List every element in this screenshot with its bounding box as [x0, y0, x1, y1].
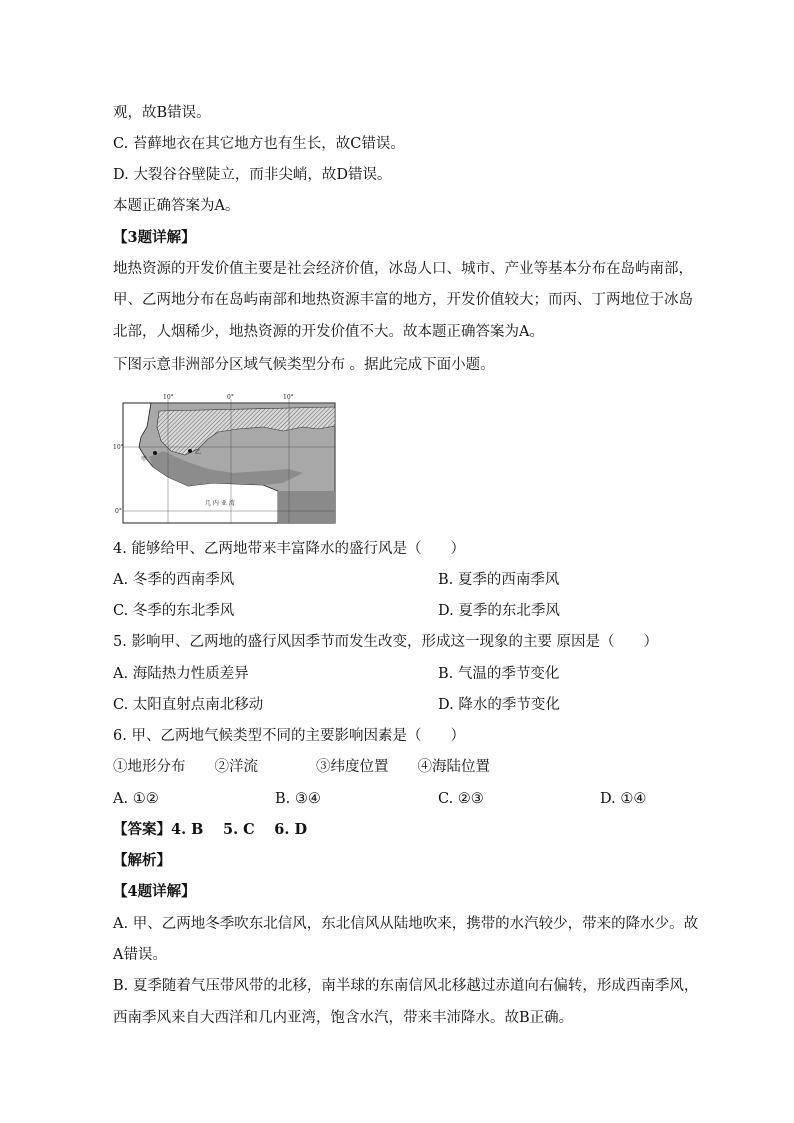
q6-factors: ①地形分布 ②洋流 ③纬度位置 ④海陆位置: [113, 759, 490, 775]
line-1: 观，故B错误。: [113, 105, 211, 121]
q4-detail-heading: 【4题详解】: [113, 883, 196, 900]
q6-option-a: A. ①②: [113, 791, 159, 807]
place-yi: 乙: [195, 449, 202, 456]
detail-b-line-1: B. 夏季随着气压带风带的北移，南半球的东南信风北移越过赤道向右偏转，形成西南季风，: [113, 978, 699, 994]
answer-line: 【答案】4. B 5. C 6. D: [113, 821, 308, 838]
place-jia: 甲: [141, 456, 148, 463]
detail-b-line-2: 西南季风来自大西洋和几内亚湾，饱含水汽，带来丰沛降水。故B正确。: [113, 1010, 574, 1026]
climate-map: [113, 391, 339, 526]
detail-a-line-2: A错误。: [113, 947, 167, 963]
line-2: C. 苔藓地衣在其它地方也有生长，故C错误。: [113, 136, 405, 152]
point-yi-marker: [188, 449, 192, 453]
analysis-heading: 【解析】: [113, 852, 171, 869]
line-4: 本题正确答案为A。: [113, 198, 240, 214]
ocean-patch: [278, 491, 335, 523]
q6-option-c: C. ②③: [438, 791, 484, 807]
q6-stem: 6. 甲、乙两地气候类型不同的主要影响因素是（ ）: [113, 728, 465, 744]
q4-option-a: A. 冬季的西南季风: [113, 572, 235, 588]
line-7: 甲、乙两地分布在岛屿南部和地热资源丰富的地方，开发价值较大；而丙、丁两地位于冰岛: [113, 292, 693, 308]
q5-option-d: D. 降水的季节变化: [438, 697, 560, 713]
line-9: 下图示意非洲部分区域气候类型分布 。据此完成下面小题。: [113, 357, 495, 373]
lat-label-1: 10°: [113, 444, 124, 451]
q5-stem: 5. 影响甲、乙两地的盛行风因季节而发生改变，形成这一现象的主要 原因是（ ）: [113, 634, 659, 650]
point-jia-marker: [153, 451, 157, 455]
lon-label-3: 10°: [283, 394, 294, 401]
lon-label-2: 0°: [227, 394, 234, 401]
lon-label-1: 10°: [163, 394, 174, 401]
q4-option-c: C. 冬季的东北季风: [113, 603, 235, 619]
q6-option-d: D. ①④: [600, 791, 647, 807]
q4-option-d: D. 夏季的东北季风: [438, 603, 560, 619]
line-3: D. 大裂谷谷壁陡立，而非尖峭，故D错误。: [113, 167, 392, 183]
q5-option-a: A. 海陆热力性质差异: [113, 666, 249, 682]
line-8: 北部，人烟稀少，地热资源的开发价值不大。故本题正确答案为A。: [113, 324, 544, 340]
q6-option-b: B. ③④: [275, 791, 321, 807]
q4-stem: 4. 能够给甲、乙两地带来丰富降水的盛行风是（ ）: [113, 541, 465, 557]
q5-option-c: C. 太阳直射点南北移动: [113, 697, 264, 713]
q5-option-b: B. 气温的季节变化: [438, 666, 560, 682]
detail-a-line-1: A. 甲、乙两地冬季吹东北信风，东北信风从陆地吹来，携带的水汽较少，带来的降水少。故: [113, 916, 699, 932]
line-6: 地热资源的开发价值主要是社会经济价值，冰岛人口、城市、产业等基本分布在岛屿南部，: [113, 261, 693, 277]
lat-label-2: 0°: [115, 508, 122, 515]
q4-option-b: B. 夏季的西南季风: [438, 572, 560, 588]
gulf-label: 几 内 亚 湾: [205, 500, 235, 507]
section-q3-detail: 【3题详解】: [113, 229, 196, 246]
